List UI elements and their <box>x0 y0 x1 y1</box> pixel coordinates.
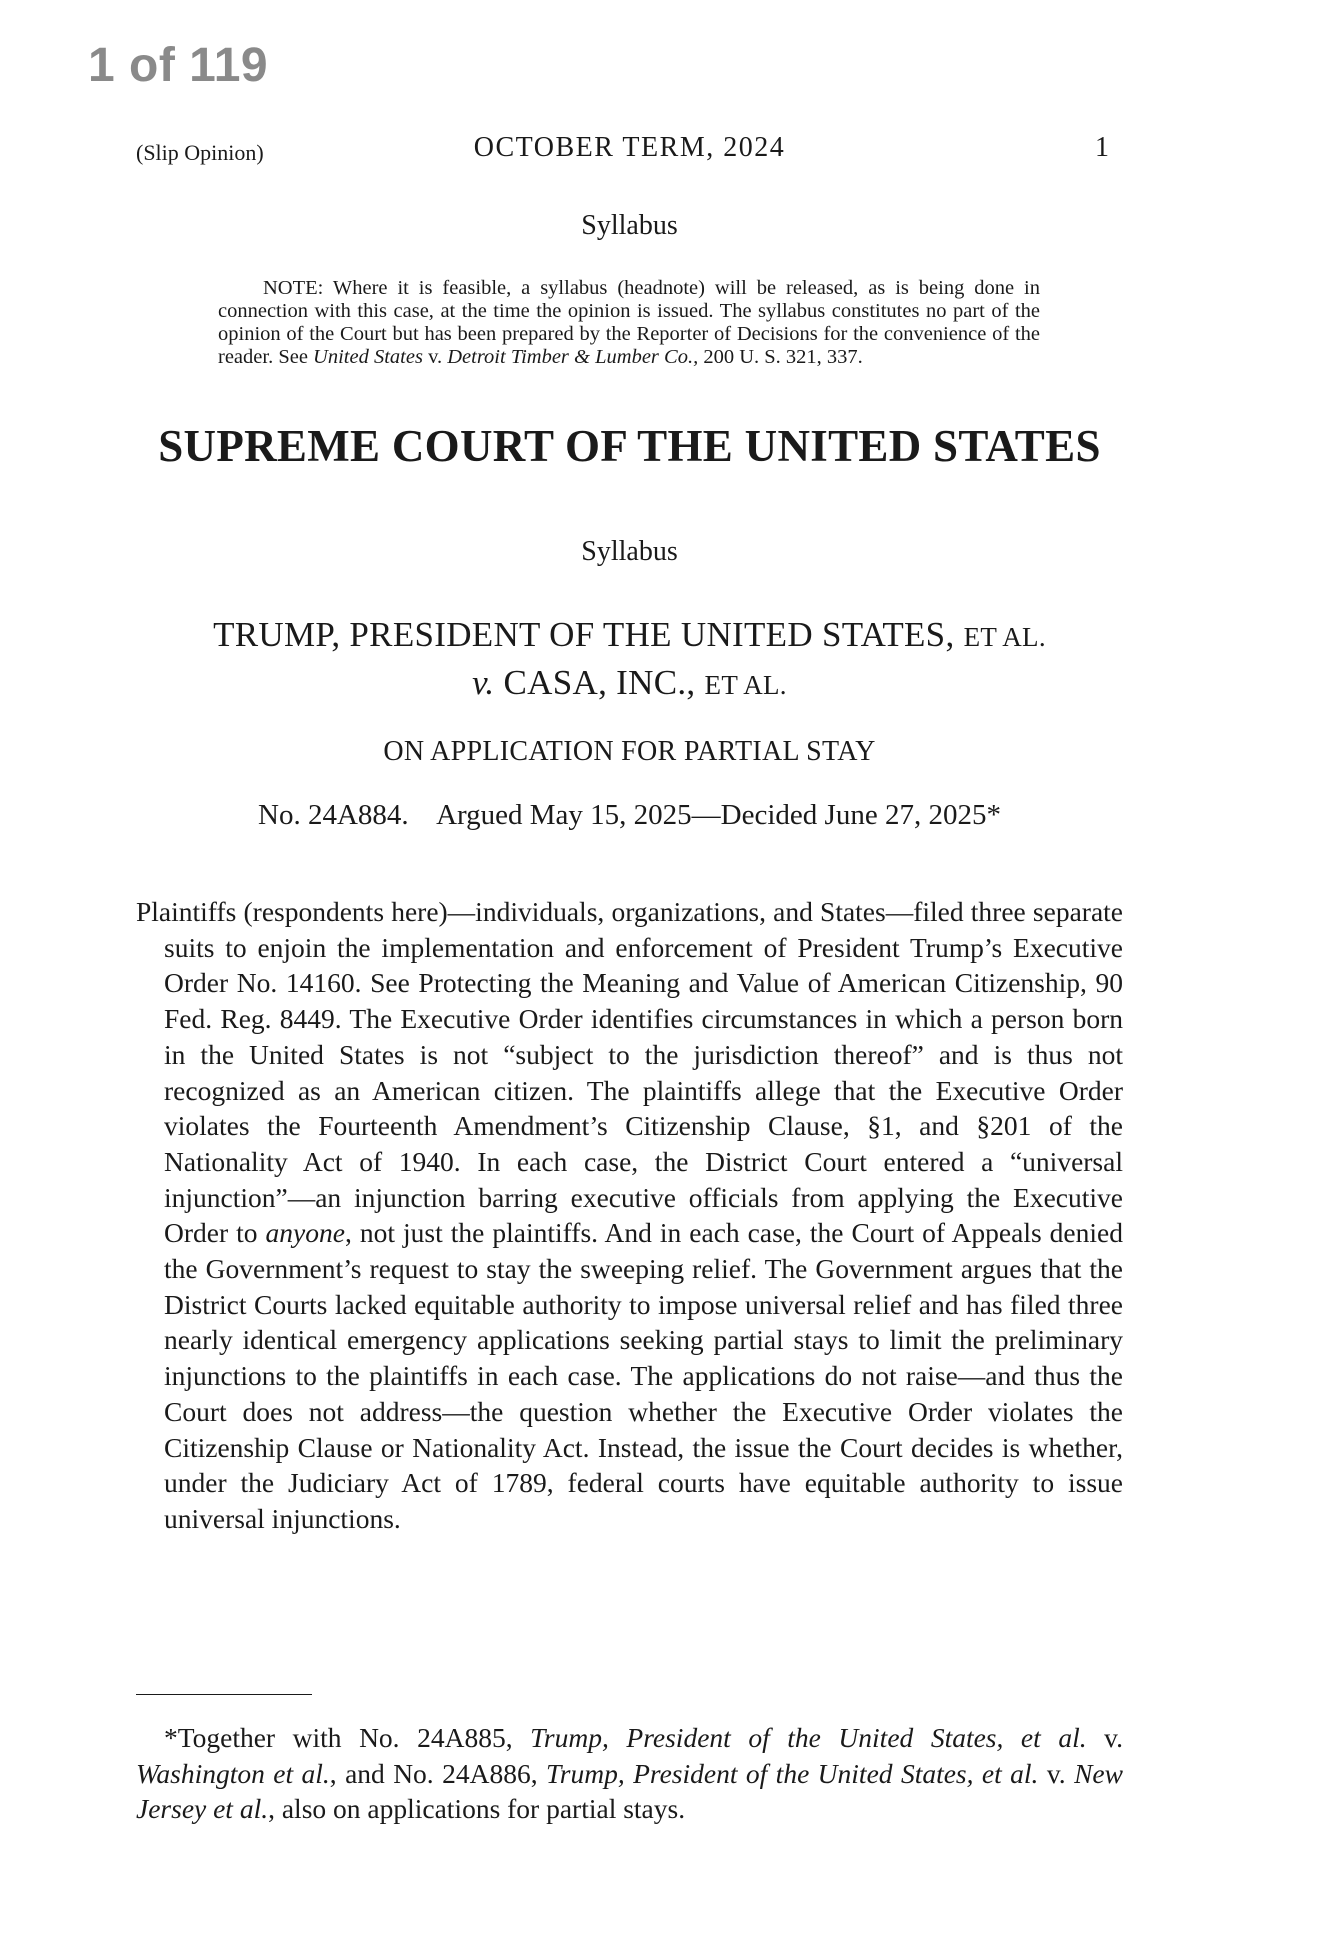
application-heading: ON APPLICATION FOR PARTIAL STAY <box>383 736 876 767</box>
docket-line: No. 24A884. Argued May 15, 2025—Decided June 27, 2025* <box>258 799 1001 831</box>
caption-versus: v. <box>472 663 495 702</box>
fn-case-4: New Jersey et al. <box>136 1757 1123 1825</box>
note-citation: 200 U. S. 321, 337. <box>698 346 863 368</box>
footnote <box>136 1720 1123 1827</box>
fn-case-3: Trump, President of the United States, et al. <box>545 1757 1039 1789</box>
syllabus-heading-2: Syllabus <box>581 536 678 567</box>
case-caption <box>136 612 1123 708</box>
fn-case-1: Trump, President of the United States, et al. <box>530 1722 1087 1753</box>
note-case-a: United States <box>313 346 423 368</box>
page-indicator: 1 of 119 <box>88 39 269 92</box>
running-header <box>136 132 1123 172</box>
page-number: 1 <box>1095 132 1109 163</box>
syllabus-heading: Syllabus <box>581 210 678 241</box>
term-label: OCTOBER TERM, 2024 <box>473 132 786 163</box>
note-case-b: Detroit Timber & Lumber Co., <box>447 346 699 368</box>
fn-text-1: *Together with No. 24A885, <box>164 1722 531 1753</box>
fn-case-2: Washington et al. <box>136 1757 330 1789</box>
body-text-2: , not just the plaintiffs. And in each case, the Court of Appeals denied the Government’s request to stay the sweeping relief. The Government argues that the District Courts lacked equitable authority to impose universal relief and has filed three nearly identical emergency applications seeking partial stays to limit the preliminary injunctions to the plaintiffs in each case. The applications do not raise—and thus the Court does not address—the question whether the Executive Order violates the Citizenship Clause or Nationality Act. Instead, the issue the Court decides is whether, under the Judiciary Act of 1789, federal courts have equitable authority to issue universal injunctions. <box>164 1217 1123 1534</box>
note-v: v. <box>422 346 448 368</box>
caption-line-1 <box>136 612 1123 660</box>
fn-text-2: v. <box>1086 1722 1123 1753</box>
caption-petitioner: TRUMP, PRESIDENT OF THE UNITED STATES, <box>213 615 955 654</box>
syllabus-body <box>136 894 1123 1537</box>
body-emphasis: anyone <box>265 1217 345 1249</box>
fn-text-3: , and No. 24A886, <box>329 1757 546 1789</box>
slip-opinion-label: (Slip Opinion) <box>136 140 264 165</box>
footnote-divider <box>136 1694 312 1695</box>
body-text-1: Plaintiffs (respondents here)—individuals, organizations, and States—filed three separate suits to enjoin the implementation and enforcement of President Trump’s Executive Order No. 14160. See Protecting the Meaning and Value of American Citizenship, 90 Fed. Reg. 8449. The Executive Order identifies circumstances in which a person born in the United States is not “subject to the jurisdiction thereof” and is thus not recognized as an American citizen. The plaintiffs allege that the Executive Order violates the Fourteenth Amendment’s Citizenship Clause, §1, and §201 of the Nationality Act of 1940. In each case, the District Court entered a “universal injunction”—an injunction barring executive officials from applying the Executive Order to <box>136 896 1123 1249</box>
reporter-note <box>218 277 1040 369</box>
caption-etal-2: ET AL. <box>704 670 787 700</box>
caption-etal-1: ET AL. <box>963 622 1046 652</box>
caption-respondent: CASA, INC., <box>503 663 696 702</box>
note-text: NOTE: Where it is feasible, a syllabus (headnote) will be released, as is being done in connection with this case, at the time the opinion is issued. The syllabus constitutes no part of the opinion of the Court but has been prepared by the Reporter of Decisions for the convenience of the reader. See <box>218 277 1040 368</box>
caption-line-2 <box>136 660 1123 708</box>
fn-text-4: v. <box>1038 1757 1075 1789</box>
fn-text-5: , also on applications for partial stays. <box>268 1793 686 1825</box>
court-name: SUPREME COURT OF THE UNITED STATES <box>158 421 1101 471</box>
